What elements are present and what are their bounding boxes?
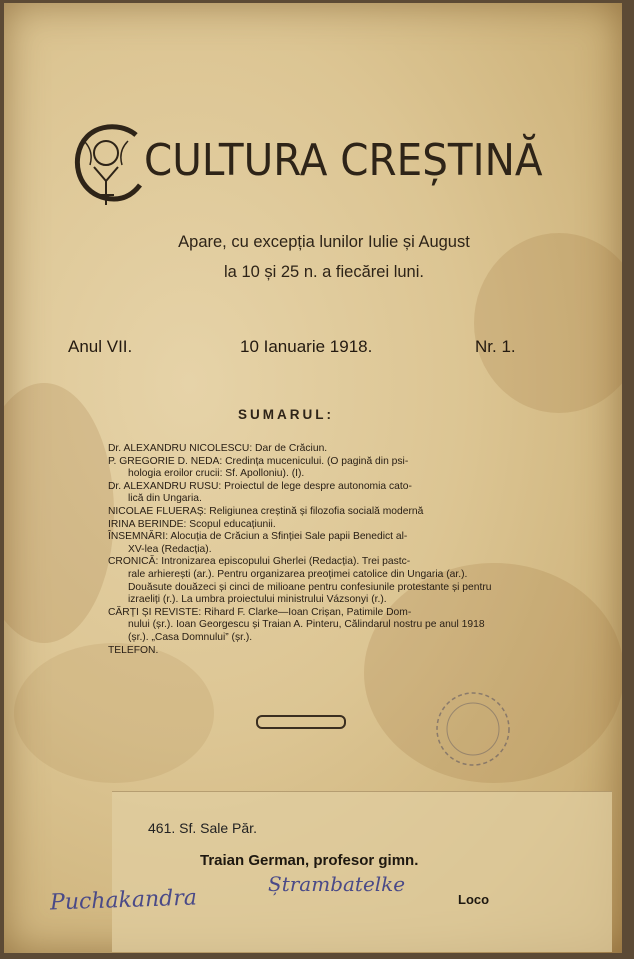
water-stain bbox=[14, 643, 214, 783]
entry-continuation: XV-lea (Redacția). bbox=[128, 543, 212, 555]
list-item bbox=[108, 481, 503, 506]
entry-text: CRONICĂ: Intronizarea episcopului Gherlei (Redacția). Trei pastc- bbox=[108, 556, 411, 568]
water-stain bbox=[474, 233, 622, 413]
list-item bbox=[108, 519, 503, 532]
table-of-contents bbox=[108, 443, 503, 657]
list-item bbox=[108, 607, 503, 645]
water-stain bbox=[4, 383, 114, 643]
list-item bbox=[108, 443, 503, 456]
entry-text: P. GREGORIE D. NEDA: Credința mucenicului. (O pagină din psi- bbox=[108, 455, 409, 467]
entry-continuation: hologia eroilor crucii: Sf. Apolloniu). (I). bbox=[128, 468, 305, 480]
entry-text: ÎNSEMNĂRI: Alocuția de Crăciun a Sfinției Sale papii Benedict al- bbox=[108, 531, 408, 543]
entry-text: NICOLAE FLUERAȘ: Religiunea creștină și filozofia socială modernă bbox=[108, 505, 424, 517]
issue-date: 10 Ianuarie 1918. bbox=[240, 337, 373, 356]
subtitle-line: la 10 și 25 n. a fiecărei luni. bbox=[224, 263, 424, 281]
list-item bbox=[108, 506, 503, 519]
magazine-cover bbox=[4, 3, 622, 953]
entry-text: TELEFON. bbox=[108, 644, 159, 656]
issue-year: Anul VII. bbox=[68, 337, 133, 356]
summary-heading: SUMARUL: bbox=[238, 407, 334, 422]
divider-ornament bbox=[256, 715, 346, 729]
list-item bbox=[108, 645, 503, 658]
ornamental-initial-icon bbox=[70, 121, 146, 213]
entry-continuation: rale arhierești (ar.). Pentru organizarea preoțimei catolice din Ungaria (ar.). Douăsute douăzeci și cinci de milioane pentru confesiunile protestante și pentru izraeliți (r.). La umbra proiectului ministrului Vázsonyi (r.). bbox=[128, 568, 492, 606]
masthead bbox=[70, 121, 543, 211]
entry-text: Dr. ALEXANDRU NICOLESCU: Dar de Crăciun. bbox=[108, 443, 328, 454]
issue-number: Nr. 1. bbox=[475, 337, 516, 356]
entry-text: IRINA BERINDE: Scopul educațiunii. bbox=[108, 518, 276, 530]
handwritten-note: Ștrambatelke bbox=[268, 872, 406, 896]
handwritten-signature: Puchakandra bbox=[49, 885, 198, 916]
publication-schedule bbox=[154, 227, 494, 287]
list-item bbox=[108, 531, 503, 556]
entry-text: Dr. ALEXANDRU RUSU: Proiectul de lege despre autonomia cato- bbox=[108, 480, 412, 492]
subtitle-line: Apare, cu excepția lunilor Iulie și August bbox=[178, 233, 470, 251]
subscriber-number: 461. Sf. Sale Păr. bbox=[148, 820, 257, 836]
entry-text: CĂRȚI ȘI REVISTE: Rihard F. Clarke—Ioan Crișan, Patimile Dom- bbox=[108, 606, 412, 618]
delivery-location: Loco bbox=[458, 892, 490, 907]
list-item bbox=[108, 556, 503, 606]
postmark-stamp-icon bbox=[418, 687, 528, 767]
list-item bbox=[108, 456, 503, 481]
entry-continuation: nului (șr.). Ioan Georgescu și Traian A. Pinteru, Călindarul nostru pe anul 1918 (șr.). „Casa Domnului” (șr.). bbox=[128, 619, 485, 643]
magazine-title: CULTURA CREȘTINĂ bbox=[144, 135, 543, 186]
subscriber-name: Traian German, profesor gimn. bbox=[200, 852, 419, 869]
entry-continuation: lică din Ungaria. bbox=[128, 493, 202, 505]
